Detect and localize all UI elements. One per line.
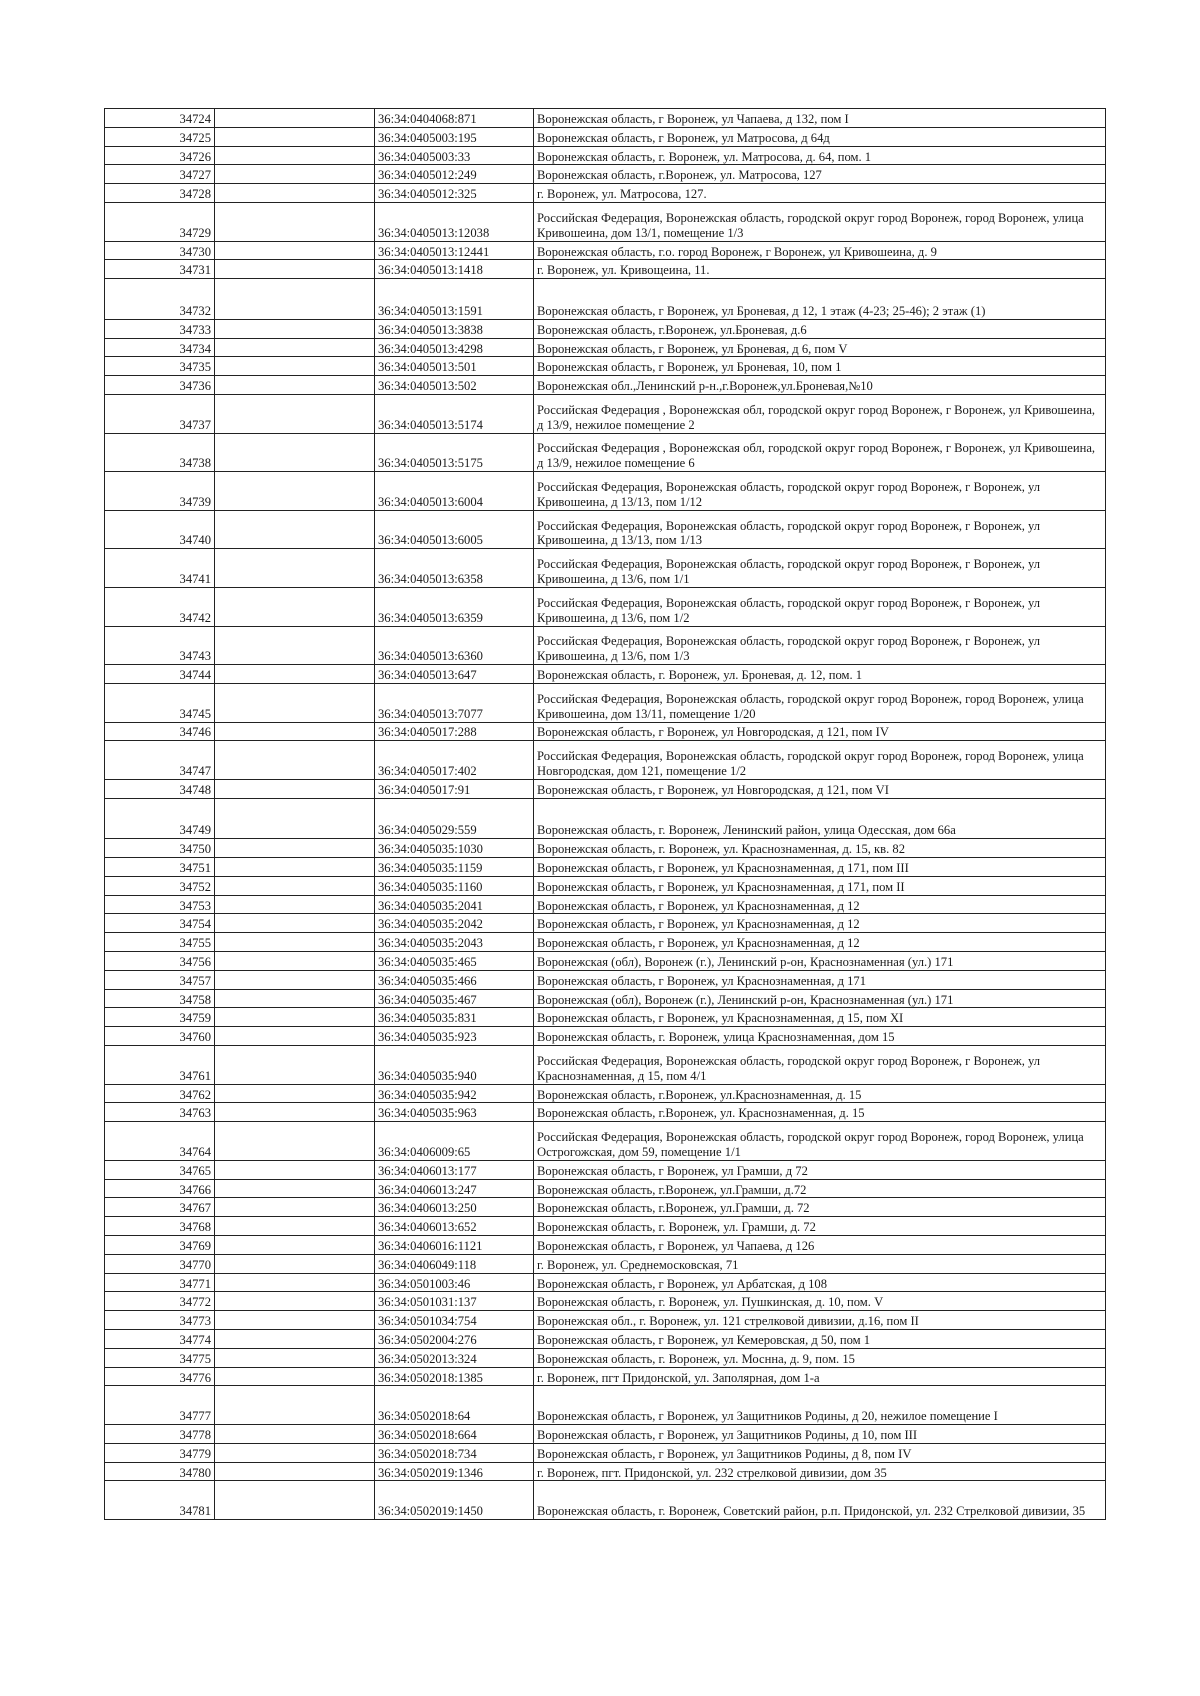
row-number: 34728 [105, 184, 215, 203]
address: Воронежская область, г. Воронеж, ул. Моснна, д. 9, пом. 15 [534, 1348, 1106, 1367]
address: Воронежская область, г.Воронеж, ул. Матросова, 127 [534, 165, 1106, 184]
empty-cell [215, 1348, 375, 1367]
empty-cell [215, 549, 375, 588]
cadastral-number: 36:34:0406013:177 [375, 1160, 534, 1179]
row-number: 34777 [105, 1386, 215, 1425]
row-number: 34759 [105, 1008, 215, 1027]
cadastral-number: 36:34:0405013:6359 [375, 587, 534, 626]
row-number: 34727 [105, 165, 215, 184]
row-number: 34737 [105, 394, 215, 433]
table-row [105, 1084, 1106, 1103]
cadastral-number: 36:34:0405013:6005 [375, 510, 534, 549]
row-number: 34757 [105, 970, 215, 989]
cadastral-number: 36:34:0405013:7077 [375, 683, 534, 722]
address: Воронежская область, г. Воронеж, ул. Броневая, д. 12, пом. 1 [534, 665, 1106, 684]
cadastral-number: 36:34:0406049:118 [375, 1254, 534, 1273]
row-number: 34776 [105, 1367, 215, 1386]
address: Воронежская область, г. Воронеж, улица Краснознаменная, дом 15 [534, 1027, 1106, 1046]
table-row [105, 1443, 1106, 1462]
empty-cell [215, 1046, 375, 1085]
table-row [105, 798, 1106, 839]
row-number: 34745 [105, 683, 215, 722]
table-row [105, 1273, 1106, 1292]
table-row [105, 202, 1106, 241]
address: Воронежская область, г Воронеж, ул Краснознаменная, д 171, пом III [534, 858, 1106, 877]
row-number: 34731 [105, 260, 215, 279]
table-row [105, 1122, 1106, 1161]
cadastral-number: 36:34:0502018:1385 [375, 1367, 534, 1386]
table-row [105, 279, 1106, 320]
row-number: 34764 [105, 1122, 215, 1161]
address: Воронежская область, г Воронеж, ул Броневая, 10, пом 1 [534, 357, 1106, 376]
cadastral-number: 36:34:0405035:2043 [375, 933, 534, 952]
cadastral-number: 36:34:0405013:6004 [375, 472, 534, 511]
empty-cell [215, 722, 375, 741]
cadastral-number: 36:34:0405013:1591 [375, 279, 534, 320]
cadastral-number: 36:34:0405013:4298 [375, 338, 534, 357]
table-row [105, 722, 1106, 741]
address: Российская Федерация, Воронежская область, городской округ город Воронеж, город Воронеж, улица Кривошеина, дом 13/11, помещение 1/20 [534, 683, 1106, 722]
empty-cell [215, 241, 375, 260]
row-number: 34771 [105, 1273, 215, 1292]
address: Российская Федерация, Воронежская область, городской округ город Воронеж, г Воронеж, ул Краснознаменная, д 15, пом 4/1 [534, 1046, 1106, 1085]
empty-cell [215, 1311, 375, 1330]
row-number: 34738 [105, 433, 215, 472]
cadastral-number: 36:34:0405013:501 [375, 357, 534, 376]
address: Воронежская область, г.Воронеж, ул. Краснознаменная, д. 15 [534, 1103, 1106, 1122]
address: Воронежская область, г Воронеж, ул Броневая, д 12, 1 этаж (4-23; 25-46); 2 этаж (1) [534, 279, 1106, 320]
row-number: 34767 [105, 1198, 215, 1217]
address: г. Воронеж, ул. Кривощеина, 11. [534, 260, 1106, 279]
cadastral-number: 36:34:0502019:1346 [375, 1462, 534, 1481]
address: Воронежская область, г Воронеж, ул Грамши, д 72 [534, 1160, 1106, 1179]
table-row [105, 1311, 1106, 1330]
address: Воронежская область, г Воронеж, ул Краснознаменная, д 12 [534, 895, 1106, 914]
table-row [105, 839, 1106, 858]
table-row [105, 876, 1106, 895]
row-number: 34726 [105, 146, 215, 165]
cadastral-number: 36:34:0406016:1121 [375, 1236, 534, 1255]
table-row [105, 914, 1106, 933]
cadastral-number: 36:34:0406009:65 [375, 1122, 534, 1161]
empty-cell [215, 1462, 375, 1481]
table-row [105, 510, 1106, 549]
empty-cell [215, 357, 375, 376]
row-number: 34774 [105, 1330, 215, 1349]
address: Воронежская (обл), Воронеж (г.), Ленинский р-он, Краснознаменная (ул.) 171 [534, 989, 1106, 1008]
address: Воронежская область, г Воронеж, ул Краснознаменная, д 171 [534, 970, 1106, 989]
empty-cell [215, 202, 375, 241]
row-number: 34749 [105, 798, 215, 839]
table-row [105, 587, 1106, 626]
cadastral-number: 36:34:0405035:940 [375, 1046, 534, 1085]
address: Воронежская обл.,Ленинский р-н.,г.Воронеж,ул.Броневая,№10 [534, 376, 1106, 395]
table-row [105, 165, 1106, 184]
empty-cell [215, 933, 375, 952]
empty-cell [215, 127, 375, 146]
address: Российская Федерация, Воронежская область, городской округ город Воронеж, город Воронеж, улица Острогожская, дом 59, помещение 1/1 [534, 1122, 1106, 1161]
cadastral-number: 36:34:0405035:1030 [375, 839, 534, 858]
row-number: 34736 [105, 376, 215, 395]
cadastral-number: 36:34:0405013:5175 [375, 433, 534, 472]
table-row [105, 858, 1106, 877]
table-row [105, 952, 1106, 971]
address: Воронежская область, г Воронеж, ул Краснознаменная, д 12 [534, 914, 1106, 933]
table-row [105, 1462, 1106, 1481]
table-row [105, 357, 1106, 376]
cadastral-number: 36:34:0405029:559 [375, 798, 534, 839]
cadastral-number: 36:34:0405012:325 [375, 184, 534, 203]
empty-cell [215, 146, 375, 165]
empty-cell [215, 260, 375, 279]
row-number: 34779 [105, 1443, 215, 1462]
address: Воронежская область, г Воронеж, ул Краснознаменная, д 171, пом II [534, 876, 1106, 895]
row-number: 34762 [105, 1084, 215, 1103]
cadastral-number: 36:34:0405035:466 [375, 970, 534, 989]
empty-cell [215, 1273, 375, 1292]
row-number: 34742 [105, 587, 215, 626]
cadastral-number: 36:34:0405003:33 [375, 146, 534, 165]
cadastral-number: 36:34:0406013:247 [375, 1179, 534, 1198]
address: Воронежская область, г Воронеж, ул Арбатская, д 108 [534, 1273, 1106, 1292]
row-number: 34769 [105, 1236, 215, 1255]
cadastral-number: 36:34:0405035:467 [375, 989, 534, 1008]
table-row [105, 549, 1106, 588]
row-number: 34770 [105, 1254, 215, 1273]
empty-cell [215, 1217, 375, 1236]
address: Воронежская область, г. Воронеж, ул. Краснознаменная, д. 15, кв. 82 [534, 839, 1106, 858]
row-number: 34747 [105, 741, 215, 780]
empty-cell [215, 970, 375, 989]
empty-cell [215, 510, 375, 549]
address: Российская Федерация, Воронежская область, городской округ город Воронеж, г Воронеж, ул Кривошеина, д 13/13, пом 1/13 [534, 510, 1106, 549]
address: Российская Федерация, Воронежская область, городской округ город Воронеж, город Воронеж, улица Новгородская, дом 121, помещение 1/2 [534, 741, 1106, 780]
row-number: 34744 [105, 665, 215, 684]
empty-cell [215, 1424, 375, 1443]
table-row [105, 1330, 1106, 1349]
cadastral-number: 36:34:0405013:1418 [375, 260, 534, 279]
table-row [105, 895, 1106, 914]
address: Российская Федерация, Воронежская область, городской округ город Воронеж, г Воронеж, ул Кривошеина, д 13/6, пом 1/3 [534, 626, 1106, 665]
row-number: 34724 [105, 109, 215, 128]
table-row [105, 1348, 1106, 1367]
empty-cell [215, 914, 375, 933]
address: Российская Федерация, Воронежская область, городской округ город Воронеж, г Воронеж, ул Кривошеина, д 13/6, пом 1/1 [534, 549, 1106, 588]
cadastral-number: 36:34:0404068:871 [375, 109, 534, 128]
cadastral-number: 36:34:0405013:5174 [375, 394, 534, 433]
cadastral-number: 36:34:0405017:288 [375, 722, 534, 741]
table-row [105, 665, 1106, 684]
table-row [105, 1027, 1106, 1046]
row-number: 34753 [105, 895, 215, 914]
table-row [105, 184, 1106, 203]
empty-cell [215, 376, 375, 395]
address: Воронежская область, г Воронеж, ул Чапаева, д 126 [534, 1236, 1106, 1255]
cadastral-number: 36:34:0405035:923 [375, 1027, 534, 1046]
table-row [105, 1103, 1106, 1122]
empty-cell [215, 952, 375, 971]
row-number: 34734 [105, 338, 215, 357]
table-row [105, 741, 1106, 780]
empty-cell [215, 665, 375, 684]
cadastral-number: 36:34:0405013:12441 [375, 241, 534, 260]
row-number: 34756 [105, 952, 215, 971]
cadastral-number: 36:34:0405013:647 [375, 665, 534, 684]
cadastral-number: 36:34:0405017:91 [375, 779, 534, 798]
table-row [105, 127, 1106, 146]
empty-cell [215, 1254, 375, 1273]
empty-cell [215, 1443, 375, 1462]
empty-cell [215, 279, 375, 320]
table-row [105, 1367, 1106, 1386]
table-row [105, 626, 1106, 665]
address: Воронежская обл., г. Воронеж, ул. 121 стрелковой дивизии, д.16, пом II [534, 1311, 1106, 1330]
address: Российская Федерация, Воронежская область, городской округ город Воронеж, г Воронеж, ул Кривошеина, д 13/13, пом 1/12 [534, 472, 1106, 511]
table-row [105, 1254, 1106, 1273]
address: г. Воронеж, ул. Матросова, 127. [534, 184, 1106, 203]
empty-cell [215, 1179, 375, 1198]
row-number: 34751 [105, 858, 215, 877]
cadastral-number: 36:34:0405013:3838 [375, 319, 534, 338]
empty-cell [215, 1160, 375, 1179]
table-row [105, 433, 1106, 472]
cadastral-number: 36:34:0502018:64 [375, 1386, 534, 1425]
address: Воронежская область, г Воронеж, ул Чапаева, д 132, пом I [534, 109, 1106, 128]
row-number: 34781 [105, 1481, 215, 1520]
cadastral-number: 36:34:0405013:6358 [375, 549, 534, 588]
empty-cell [215, 1103, 375, 1122]
table-row [105, 1386, 1106, 1425]
address: Воронежская область, г.Воронеж, ул.Краснознаменная, д. 15 [534, 1084, 1106, 1103]
table-row [105, 1292, 1106, 1311]
cadastral-number: 36:34:0405003:195 [375, 127, 534, 146]
table-row [105, 779, 1106, 798]
row-number: 34733 [105, 319, 215, 338]
address: Воронежская область, г.Воронеж, ул.Броневая, д.6 [534, 319, 1106, 338]
empty-cell [215, 433, 375, 472]
row-number: 34750 [105, 839, 215, 858]
row-number: 34761 [105, 1046, 215, 1085]
row-number: 34743 [105, 626, 215, 665]
empty-cell [215, 1027, 375, 1046]
cadastral-number: 36:34:0405035:2042 [375, 914, 534, 933]
row-number: 34758 [105, 989, 215, 1008]
empty-cell [215, 858, 375, 877]
cadastral-number: 36:34:0501031:137 [375, 1292, 534, 1311]
empty-cell [215, 876, 375, 895]
table-row [105, 989, 1106, 1008]
empty-cell [215, 741, 375, 780]
empty-cell [215, 1008, 375, 1027]
row-number: 34778 [105, 1424, 215, 1443]
address: Воронежская область, г. Воронеж, ул. Пушкинская, д. 10, пом. V [534, 1292, 1106, 1311]
empty-cell [215, 1481, 375, 1520]
address: Воронежская область, г. Воронеж, Советский район, р.п. Придонской, ул. 232 Стрелковой дивизии, 35 [534, 1481, 1106, 1520]
address: Воронежская область, г.Воронеж, ул.Грамши, д. 72 [534, 1198, 1106, 1217]
empty-cell [215, 1198, 375, 1217]
table-row [105, 1008, 1106, 1027]
cadastral-number: 36:34:0502018:734 [375, 1443, 534, 1462]
table-row [105, 146, 1106, 165]
cadastral-number: 36:34:0405013:502 [375, 376, 534, 395]
address: Воронежская область, г Воронеж, ул Защитников Родины, д 10, пом III [534, 1424, 1106, 1443]
row-number: 34773 [105, 1311, 215, 1330]
empty-cell [215, 1367, 375, 1386]
cadastral-number: 36:34:0502019:1450 [375, 1481, 534, 1520]
row-number: 34739 [105, 472, 215, 511]
table-row [105, 683, 1106, 722]
empty-cell [215, 798, 375, 839]
address: Воронежская область, г Воронеж, ул Краснознаменная, д 15, пом XI [534, 1008, 1106, 1027]
empty-cell [215, 472, 375, 511]
empty-cell [215, 184, 375, 203]
empty-cell [215, 109, 375, 128]
cadastral-number: 36:34:0405035:2041 [375, 895, 534, 914]
row-number: 34765 [105, 1160, 215, 1179]
empty-cell [215, 1292, 375, 1311]
address: Воронежская область, г. Воронеж, Ленинский район, улица Одесская, дом 66а [534, 798, 1106, 839]
row-number: 34766 [105, 1179, 215, 1198]
empty-cell [215, 165, 375, 184]
row-number: 34772 [105, 1292, 215, 1311]
cadastral-number: 36:34:0405035:465 [375, 952, 534, 971]
cadastral-number: 36:34:0405035:963 [375, 1103, 534, 1122]
cadastral-number: 36:34:0502018:664 [375, 1424, 534, 1443]
table-row [105, 1179, 1106, 1198]
empty-cell [215, 779, 375, 798]
address: Российская Федерация, Воронежская область, городской округ город Воронеж, город Воронеж, улица Кривошеина, дом 13/1, помещение 1/3 [534, 202, 1106, 241]
empty-cell [215, 1122, 375, 1161]
row-number: 34768 [105, 1217, 215, 1236]
cadastral-number: 36:34:0406013:652 [375, 1217, 534, 1236]
row-number: 34752 [105, 876, 215, 895]
address: г. Воронеж, пгт Придонской, ул. Заполярная, дом 1-а [534, 1367, 1106, 1386]
table-row [105, 1481, 1106, 1520]
table-row [105, 970, 1106, 989]
address: Воронежская область, г Воронеж, ул Броневая, д 6, пом V [534, 338, 1106, 357]
table-row [105, 376, 1106, 395]
table-row [105, 241, 1106, 260]
address: Воронежская область, г. Воронеж, ул. Грамши, д. 72 [534, 1217, 1106, 1236]
address: Воронежская область, г Воронеж, ул Новгородская, д 121, пом IV [534, 722, 1106, 741]
row-number: 34729 [105, 202, 215, 241]
cadastral-number: 36:34:0502004:276 [375, 1330, 534, 1349]
empty-cell [215, 839, 375, 858]
table-row [105, 472, 1106, 511]
property-registry-table [104, 108, 1106, 1520]
row-number: 34780 [105, 1462, 215, 1481]
row-number: 34760 [105, 1027, 215, 1046]
table-row [105, 1236, 1106, 1255]
empty-cell [215, 1236, 375, 1255]
row-number: 34740 [105, 510, 215, 549]
row-number: 34763 [105, 1103, 215, 1122]
address: Воронежская область, г.Воронеж, ул.Грамши, д.72 [534, 1179, 1106, 1198]
address: Воронежская область, г Воронеж, ул Защитников Родины, д 20, нежилое помещение I [534, 1386, 1106, 1425]
cadastral-number: 36:34:0405035:831 [375, 1008, 534, 1027]
row-number: 34730 [105, 241, 215, 260]
address: Воронежская область, г. Воронеж, ул. Матросова, д. 64, пом. 1 [534, 146, 1106, 165]
cadastral-number: 36:34:0405013:6360 [375, 626, 534, 665]
empty-cell [215, 1084, 375, 1103]
address: Воронежская область, г Воронеж, ул Краснознаменная, д 12 [534, 933, 1106, 952]
table-row [105, 260, 1106, 279]
address: Российская Федерация , Воронежская обл, городской округ город Воронеж, г Воронеж, ул Кривошеина, д 13/9, нежилое помещение 2 [534, 394, 1106, 433]
address: Воронежская (обл), Воронеж (г.), Ленинский р-он, Краснознаменная (ул.) 171 [534, 952, 1106, 971]
address: Российская Федерация , Воронежская обл, городской округ город Воронеж, г Воронеж, ул Кривошеина, д 13/9, нежилое помещение 6 [534, 433, 1106, 472]
row-number: 34754 [105, 914, 215, 933]
empty-cell [215, 587, 375, 626]
table-row [105, 1424, 1106, 1443]
address: Воронежская область, г Воронеж, ул Защитников Родины, д 8, пом IV [534, 1443, 1106, 1462]
empty-cell [215, 989, 375, 1008]
table-row [105, 1198, 1106, 1217]
row-number: 34748 [105, 779, 215, 798]
cadastral-number: 36:34:0405017:402 [375, 741, 534, 780]
address: г. Воронеж, пгт. Придонской, ул. 232 стрелковой дивизии, дом 35 [534, 1462, 1106, 1481]
cadastral-number: 36:34:0405035:1160 [375, 876, 534, 895]
cadastral-number: 36:34:0501003:46 [375, 1273, 534, 1292]
row-number: 34775 [105, 1348, 215, 1367]
table-row [105, 1217, 1106, 1236]
table-row [105, 109, 1106, 128]
cadastral-number: 36:34:0502013:324 [375, 1348, 534, 1367]
row-number: 34735 [105, 357, 215, 376]
cadastral-number: 36:34:0405012:249 [375, 165, 534, 184]
empty-cell [215, 338, 375, 357]
cadastral-number: 36:34:0501034:754 [375, 1311, 534, 1330]
empty-cell [215, 895, 375, 914]
empty-cell [215, 683, 375, 722]
address: г. Воронеж, ул. Среднемосковская, 71 [534, 1254, 1106, 1273]
registry-body [105, 109, 1106, 1520]
table-row [105, 933, 1106, 952]
empty-cell [215, 319, 375, 338]
row-number: 34746 [105, 722, 215, 741]
empty-cell [215, 394, 375, 433]
cadastral-number: 36:34:0405035:1159 [375, 858, 534, 877]
address: Воронежская область, г Воронеж, ул Кемеровская, д 50, пом 1 [534, 1330, 1106, 1349]
cadastral-number: 36:34:0405013:12038 [375, 202, 534, 241]
cadastral-number: 36:34:0406013:250 [375, 1198, 534, 1217]
empty-cell [215, 1330, 375, 1349]
empty-cell [215, 1386, 375, 1425]
table-row [105, 1046, 1106, 1085]
address: Воронежская область, г.о. город Воронеж, г Воронеж, ул Кривошеина, д. 9 [534, 241, 1106, 260]
cadastral-number: 36:34:0405035:942 [375, 1084, 534, 1103]
row-number: 34732 [105, 279, 215, 320]
address: Воронежская область, г Воронеж, ул Матросова, д 64д [534, 127, 1106, 146]
table-row [105, 1160, 1106, 1179]
address: Российская Федерация, Воронежская область, городской округ город Воронеж, г Воронеж, ул Кривошеина, д 13/6, пом 1/2 [534, 587, 1106, 626]
table-row [105, 394, 1106, 433]
address: Воронежская область, г Воронеж, ул Новгородская, д 121, пом VI [534, 779, 1106, 798]
row-number: 34725 [105, 127, 215, 146]
table-row [105, 319, 1106, 338]
row-number: 34755 [105, 933, 215, 952]
empty-cell [215, 626, 375, 665]
row-number: 34741 [105, 549, 215, 588]
table-row [105, 338, 1106, 357]
